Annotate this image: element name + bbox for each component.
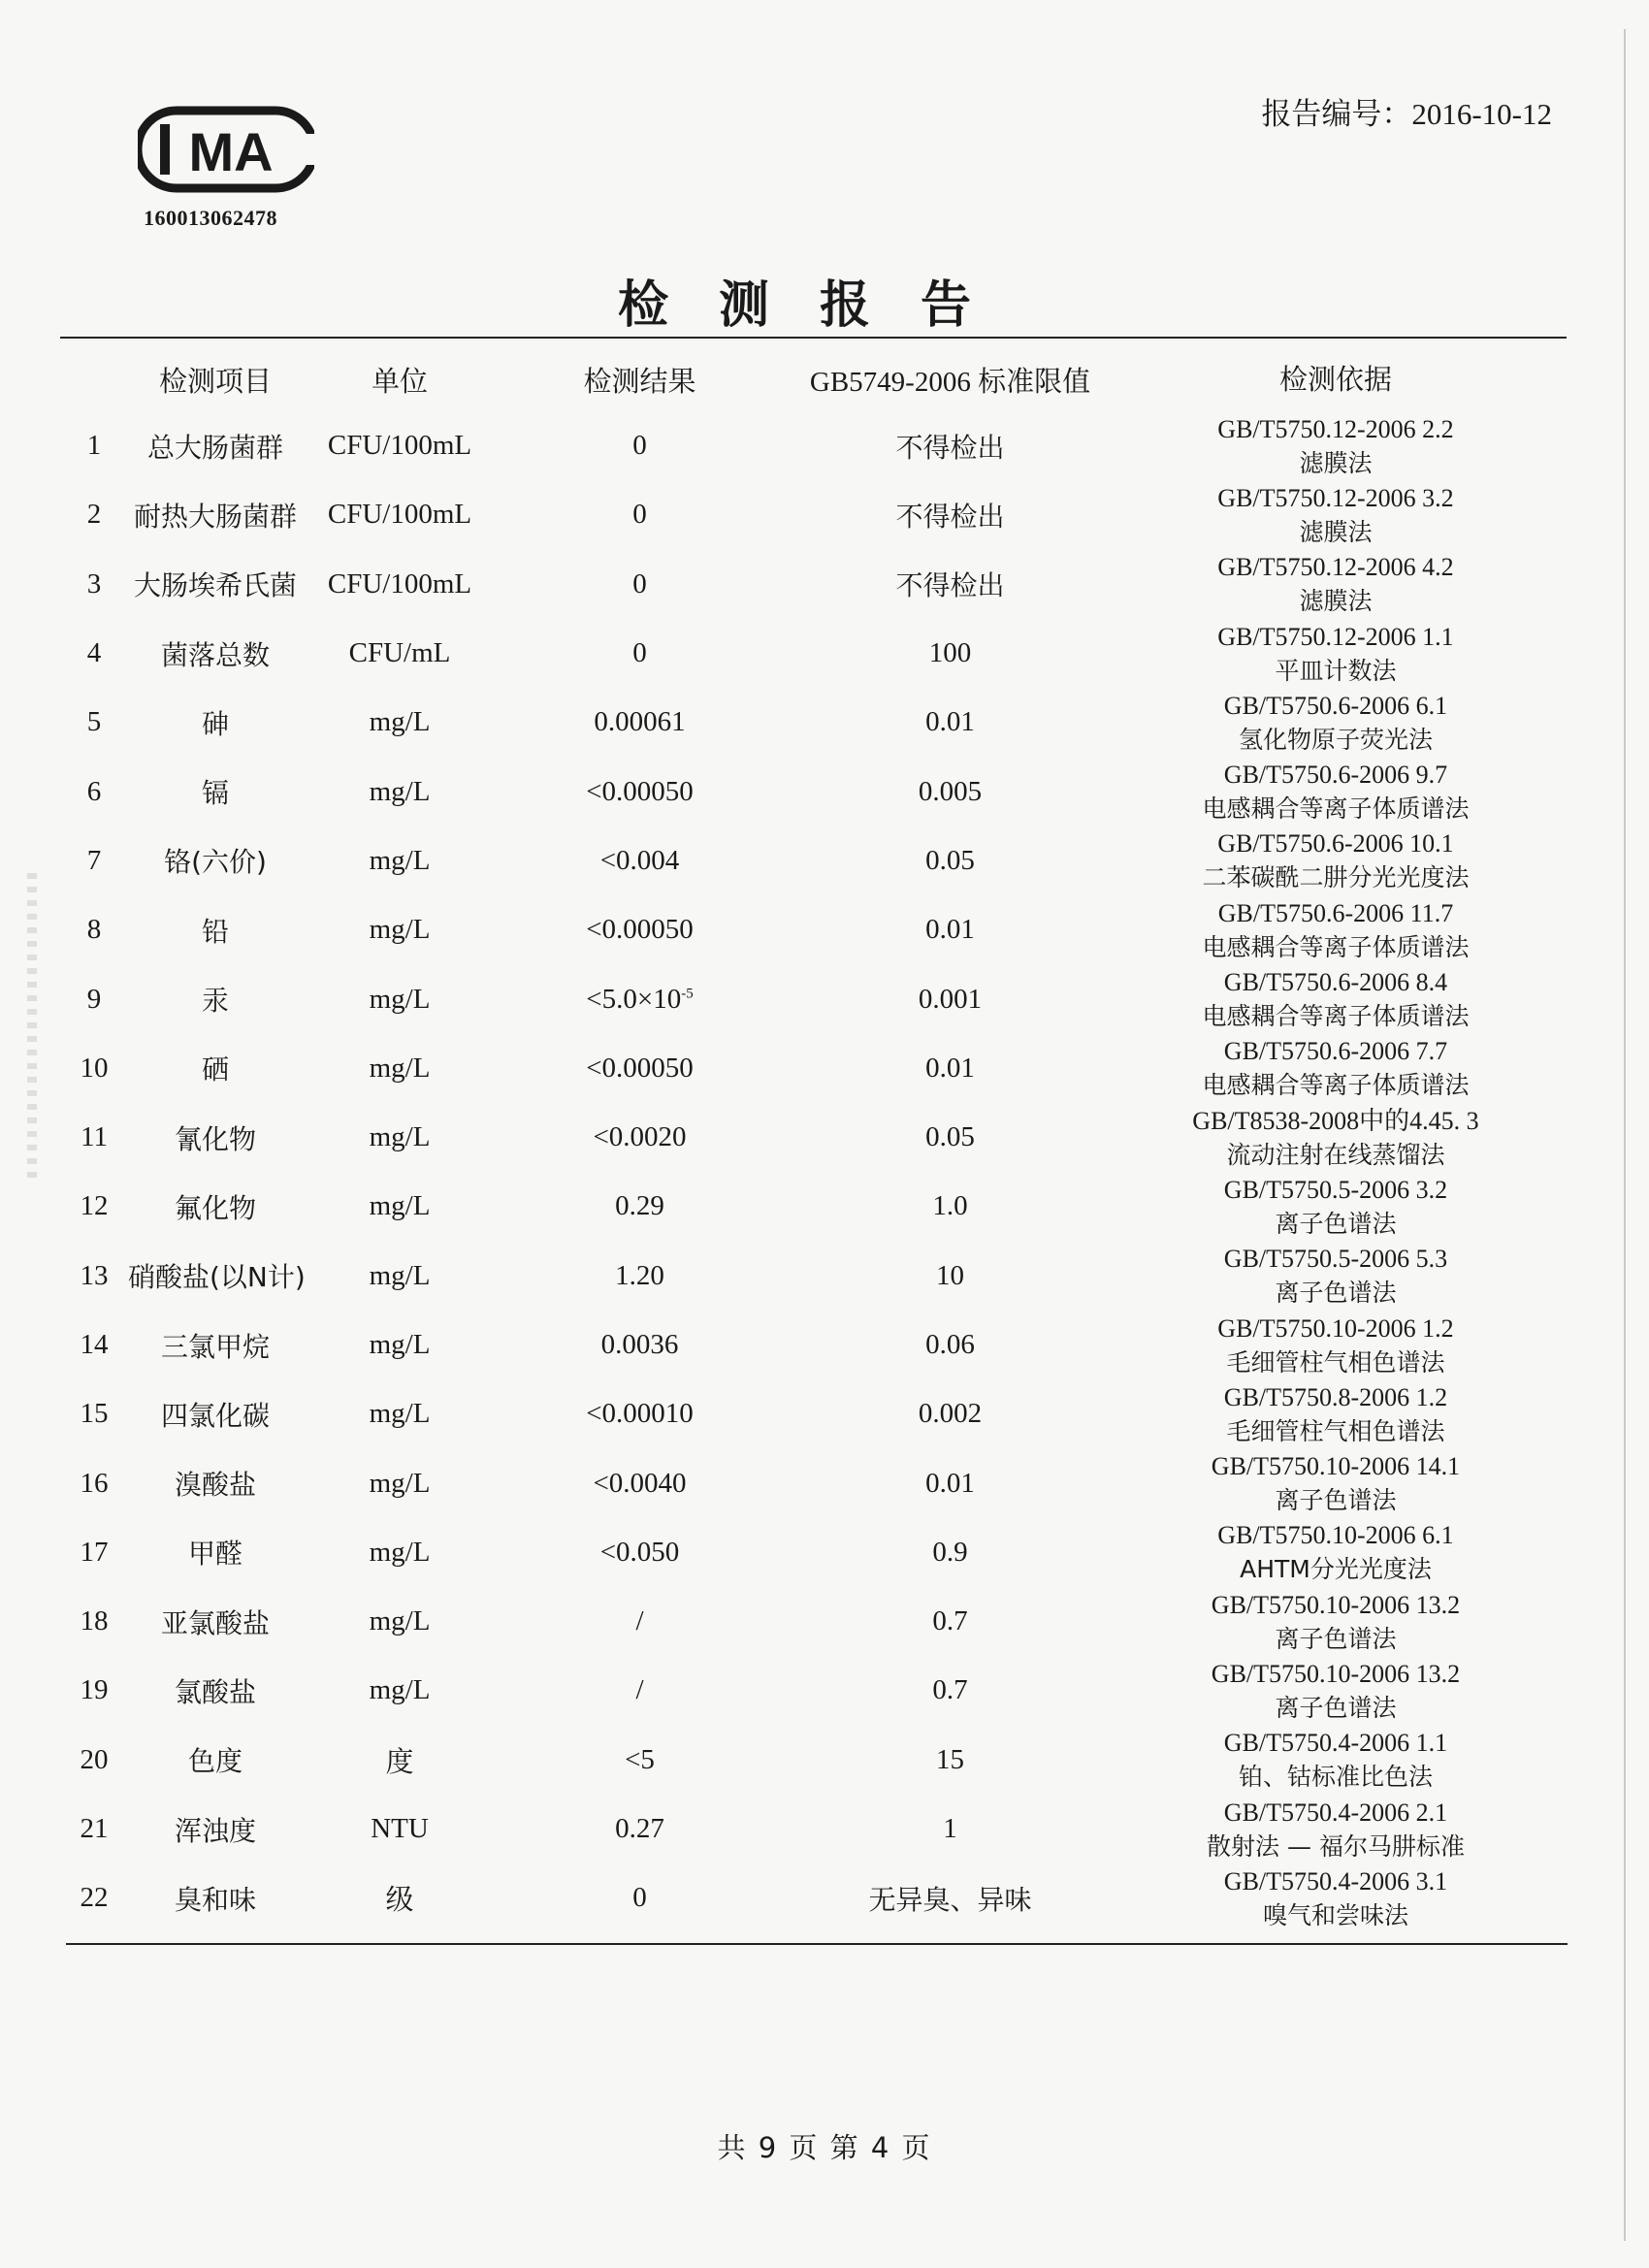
row-basis-method: 电感耦合等离子体质谱法 <box>1202 1002 1470 1031</box>
row-number: 8 <box>86 914 102 946</box>
row-basis-method: 电感耦合等离子体质谱法 <box>1202 932 1470 961</box>
table-row <box>60 1103 1567 1172</box>
row-item: 砷 <box>201 707 229 740</box>
row-limit: 0.002 <box>918 1398 983 1430</box>
row-item: 亚氯酸盐 <box>160 1606 270 1639</box>
row-result-value: <5 <box>625 1743 655 1775</box>
table-row <box>60 757 1567 826</box>
row-result-value: <0.050 <box>599 1536 680 1568</box>
table-header <box>60 347 1567 411</box>
row-number: 7 <box>86 844 102 876</box>
row-basis-standard: GB/T5750.6-2006 11.7 <box>1217 898 1454 927</box>
table-row <box>60 1863 1567 1932</box>
row-result-value: <0.00050 <box>586 775 694 807</box>
row-basis-method: 离子色谱法 <box>1275 1693 1397 1722</box>
row-item: 大肠埃希氏菌 <box>133 569 297 602</box>
row-number: 22 <box>80 1882 109 1914</box>
header-result: 检测结果 <box>583 364 696 398</box>
row-limit: 0.001 <box>918 983 983 1015</box>
row-limit: 1.0 <box>932 1190 968 1222</box>
row-basis <box>1117 1796 1554 1863</box>
row-item: 菌落总数 <box>160 638 270 671</box>
row-result-value: 0.0036 <box>600 1329 679 1360</box>
row-basis <box>1117 965 1554 1033</box>
table-row <box>60 964 1567 1033</box>
row-basis-standard: GB/T5750.8-2006 1.2 <box>1223 1382 1448 1411</box>
row-unit: CFU/100mL <box>327 499 472 531</box>
row-limit: 0.01 <box>925 1467 975 1499</box>
row-basis <box>1117 481 1554 549</box>
row-basis <box>1117 1034 1554 1102</box>
row-item: 三氯甲烷 <box>160 1330 270 1363</box>
row-limit: 0.05 <box>925 844 975 876</box>
row-item: 硒 <box>201 1053 229 1086</box>
row-result-value: 0 <box>632 1882 647 1914</box>
row-limit: 无异臭、异味 <box>868 1883 1032 1916</box>
row-result-value: 1.20 <box>615 1259 664 1291</box>
row-limit: 1 <box>943 1813 957 1845</box>
row-basis-method: 滤膜法 <box>1299 587 1373 616</box>
row-basis <box>1117 1242 1554 1310</box>
row-basis-method: 离子色谱法 <box>1275 1486 1397 1515</box>
table-row <box>60 411 1567 480</box>
row-unit: CFU/100mL <box>327 430 472 462</box>
row-unit: mg/L <box>369 1329 431 1360</box>
row-limit: 不得检出 <box>895 500 1005 533</box>
row-item: 铅 <box>201 915 229 948</box>
row-basis-standard: GB/T5750.4-2006 3.1 <box>1223 1866 1448 1895</box>
row-result <box>497 1190 783 1222</box>
row-basis-method: 滤膜法 <box>1299 517 1373 546</box>
row-unit: mg/L <box>369 1052 431 1084</box>
row-basis-standard: GB/T5750.10-2006 13.2 <box>1211 1590 1461 1619</box>
row-item: 溴酸盐 <box>174 1469 256 1502</box>
row-item: 浑浊度 <box>174 1814 256 1847</box>
table-row <box>60 1656 1567 1725</box>
row-basis <box>1117 412 1554 480</box>
row-item: 氟化物 <box>174 1191 256 1224</box>
row-unit: mg/L <box>369 1190 431 1222</box>
row-unit: mg/L <box>369 1536 431 1568</box>
header-item: 检测项目 <box>158 364 272 398</box>
row-result <box>497 845 783 877</box>
row-basis-standard: GB/T5750.4-2006 1.1 <box>1223 1729 1448 1758</box>
row-basis-method: 电感耦合等离子体质谱法 <box>1202 794 1470 824</box>
row-basis <box>1117 550 1554 618</box>
results-table <box>60 347 1567 1933</box>
row-basis-method: 铂、钴标准比色法 <box>1238 1763 1433 1792</box>
row-basis <box>1117 1449 1554 1517</box>
table-row <box>60 1448 1567 1517</box>
row-result-value: 0.00061 <box>594 706 686 738</box>
row-unit: CFU/mL <box>348 637 451 669</box>
row-basis <box>1117 1588 1554 1656</box>
row-result <box>497 1882 783 1914</box>
report-number: 报告编号：2016-10-12 <box>1261 97 1552 131</box>
row-basis-standard: GB/T5750.6-2006 9.7 <box>1223 761 1448 790</box>
row-result-value: 0.27 <box>615 1813 664 1845</box>
row-number: 14 <box>80 1329 109 1360</box>
row-result <box>497 1537 783 1569</box>
row-unit: mg/L <box>369 706 431 738</box>
row-basis-standard: GB/T5750.10-2006 13.2 <box>1211 1659 1461 1688</box>
row-basis <box>1117 1518 1554 1586</box>
row-number: 6 <box>86 775 102 807</box>
row-basis-method: 离子色谱法 <box>1275 1624 1397 1653</box>
row-result <box>497 914 783 946</box>
row-result-value: 0 <box>632 637 647 669</box>
row-basis-standard: GB/T5750.12-2006 1.1 <box>1217 622 1454 651</box>
row-basis-method: 二苯碳酰二肼分光光度法 <box>1202 863 1470 892</box>
row-limit: 0.01 <box>925 914 975 946</box>
row-basis-standard: GB/T5750.6-2006 10.1 <box>1217 829 1454 859</box>
row-item: 总大肠菌群 <box>146 431 283 464</box>
row-basis-method: 滤膜法 <box>1299 448 1373 477</box>
row-basis-standard: GB/T5750.10-2006 14.1 <box>1211 1452 1461 1481</box>
row-unit: 度 <box>385 1746 414 1778</box>
row-limit: 0.005 <box>918 775 983 807</box>
row-item: 色度 <box>187 1745 242 1778</box>
row-basis-method: 离子色谱法 <box>1275 1279 1397 1308</box>
row-basis <box>1117 1726 1554 1794</box>
row-basis-method: 平皿计数法 <box>1275 656 1397 685</box>
table-row <box>60 1242 1567 1311</box>
row-result <box>497 499 783 531</box>
table-row <box>60 1726 1567 1795</box>
row-basis <box>1117 1173 1554 1241</box>
row-limit: 不得检出 <box>895 431 1005 464</box>
row-result-value: 0.29 <box>615 1190 664 1222</box>
row-limit: 0.7 <box>932 1674 968 1706</box>
row-basis <box>1117 1657 1554 1725</box>
row-unit: mg/L <box>369 1605 431 1637</box>
row-result-value: 0 <box>632 499 647 531</box>
scan-binding-marks <box>27 873 37 1183</box>
row-basis-standard: GB/T5750.6-2006 7.7 <box>1223 1037 1448 1066</box>
row-basis-standard: GB/T5750.12-2006 2.2 <box>1217 414 1454 443</box>
scan-edge <box>1624 29 1626 2241</box>
table-row <box>60 826 1567 895</box>
row-result-value: <0.0020 <box>593 1121 687 1153</box>
header-limit: GB5749-2006 标准限值 <box>809 366 1091 398</box>
row-basis <box>1117 620 1554 688</box>
cert-number: 160013062478 <box>144 206 277 230</box>
table-row <box>60 1795 1567 1863</box>
row-basis-standard: GB/T5750.5-2006 5.3 <box>1223 1245 1448 1274</box>
row-result-value: / <box>635 1674 644 1706</box>
row-limit: 0.06 <box>925 1329 975 1360</box>
table-row <box>60 480 1567 549</box>
row-basis-method: AHTM分光光度法 <box>1240 1555 1432 1584</box>
row-basis-standard: GB/T5750.12-2006 3.2 <box>1217 483 1454 512</box>
row-result <box>497 1468 783 1500</box>
row-unit: mg/L <box>369 1121 431 1153</box>
row-basis-standard: GB/T5750.6-2006 8.4 <box>1223 968 1448 997</box>
page-number: 共 9 页 第 4 页 <box>717 2131 932 2164</box>
row-result <box>497 706 783 738</box>
row-unit: mg/L <box>369 1674 431 1706</box>
row-result <box>497 1329 783 1361</box>
row-number: 10 <box>80 1052 109 1084</box>
row-result <box>497 1674 783 1706</box>
row-result <box>497 1260 783 1292</box>
row-unit: mg/L <box>369 1398 431 1430</box>
table-bottom-rule <box>66 1943 1568 1945</box>
row-result-value: <0.0040 <box>593 1467 687 1499</box>
row-number: 13 <box>80 1259 109 1291</box>
row-item: 铬(六价) <box>164 846 267 879</box>
table-row <box>60 1379 1567 1448</box>
header-basis: 检测依据 <box>1278 362 1392 396</box>
table-row <box>60 1034 1567 1103</box>
header-unit: 单位 <box>371 364 428 398</box>
page-title: 检测报告 <box>617 275 1021 335</box>
row-basis <box>1117 1380 1554 1448</box>
row-unit: mg/L <box>369 844 431 876</box>
row-limit: 0.01 <box>925 1052 975 1084</box>
row-result-value: 0 <box>632 430 647 462</box>
row-result-value: <0.00050 <box>586 1052 694 1084</box>
row-unit: mg/L <box>369 983 431 1015</box>
row-basis <box>1117 1312 1554 1379</box>
row-item: 耐热大肠菌群 <box>133 500 297 533</box>
row-basis-standard: GB/T5750.5-2006 3.2 <box>1223 1175 1448 1204</box>
row-basis-method: 毛细管柱气相色谱法 <box>1226 1347 1445 1377</box>
row-unit: mg/L <box>369 1467 431 1499</box>
table-row <box>60 1587 1567 1656</box>
row-basis <box>1117 826 1554 894</box>
row-item: 氯酸盐 <box>174 1675 256 1708</box>
row-basis-method: 氢化物原子荧光法 <box>1238 725 1433 754</box>
row-item: 汞 <box>201 985 229 1018</box>
row-result <box>497 430 783 462</box>
row-unit: mg/L <box>369 775 431 807</box>
row-result-value: <0.00050 <box>586 914 694 946</box>
table-row <box>60 1172 1567 1241</box>
row-result-value: <5.0×10 <box>586 983 682 1015</box>
row-basis-method: 毛细管柱气相色谱法 <box>1226 1416 1445 1445</box>
table-row <box>60 1311 1567 1379</box>
row-number: 15 <box>80 1398 109 1430</box>
row-item: 甲醛 <box>187 1538 242 1571</box>
cma-logo <box>138 105 314 194</box>
row-number: 5 <box>86 706 102 738</box>
row-unit: 级 <box>385 1885 414 1917</box>
row-limit: 不得检出 <box>895 569 1005 602</box>
row-item: 臭和味 <box>174 1883 256 1916</box>
row-result <box>497 776 783 808</box>
row-limit: 0.7 <box>932 1605 968 1637</box>
row-number: 21 <box>80 1813 109 1845</box>
table-top-rule <box>60 337 1567 339</box>
row-basis-standard: GB/T8538-2008中的4.45. 3 <box>1192 1106 1479 1135</box>
row-result-value: <0.00010 <box>586 1398 694 1430</box>
row-result <box>497 1744 783 1776</box>
table-row <box>60 895 1567 964</box>
row-result-value: 0 <box>632 567 647 599</box>
row-basis <box>1117 1864 1554 1932</box>
row-number: 18 <box>80 1605 109 1637</box>
row-basis-method: 流动注射在线蒸馏法 <box>1226 1140 1445 1169</box>
row-number: 12 <box>80 1190 109 1222</box>
row-basis <box>1117 758 1554 826</box>
row-result-value: / <box>635 1605 644 1637</box>
row-item: 硝酸盐(以N计) <box>128 1261 306 1294</box>
row-basis-standard: GB/T5750.12-2006 4.2 <box>1217 553 1454 582</box>
row-result <box>497 568 783 600</box>
row-number: 16 <box>80 1467 109 1499</box>
row-result <box>497 1053 783 1085</box>
row-result <box>497 1121 783 1153</box>
row-number: 9 <box>86 983 102 1015</box>
row-result-exponent: -5 <box>681 985 694 1001</box>
row-basis-standard: GB/T5750.10-2006 1.2 <box>1217 1313 1454 1343</box>
row-number: 2 <box>86 499 102 531</box>
row-basis-method: 嗅气和尝味法 <box>1262 1900 1408 1929</box>
row-unit: NTU <box>371 1813 429 1845</box>
row-unit: mg/L <box>369 1259 431 1291</box>
row-item: 镉 <box>201 777 229 810</box>
row-basis <box>1117 1104 1554 1172</box>
logo-text: MA <box>188 121 274 182</box>
table-row <box>60 619 1567 688</box>
row-number: 17 <box>80 1536 109 1568</box>
row-result <box>497 984 783 1016</box>
table-row <box>60 688 1567 757</box>
row-number: 1 <box>86 430 102 462</box>
row-result <box>497 1813 783 1845</box>
table-row <box>60 550 1567 619</box>
row-limit: 0.05 <box>925 1121 975 1153</box>
row-basis-method: 离子色谱法 <box>1275 1209 1397 1238</box>
row-unit: mg/L <box>369 914 431 946</box>
table-body <box>60 411 1567 1933</box>
row-limit: 0.01 <box>925 706 975 738</box>
row-number: 19 <box>80 1674 109 1706</box>
row-basis-method: 电感耦合等离子体质谱法 <box>1202 1071 1470 1100</box>
row-basis <box>1117 689 1554 757</box>
row-limit: 100 <box>928 637 972 669</box>
row-number: 11 <box>81 1121 108 1153</box>
row-basis-standard: GB/T5750.4-2006 2.1 <box>1223 1798 1448 1827</box>
row-number: 3 <box>86 567 102 599</box>
row-number: 4 <box>86 637 102 669</box>
row-item: 四氯化碳 <box>160 1399 270 1432</box>
row-basis-standard: GB/T5750.6-2006 6.1 <box>1223 691 1448 720</box>
row-basis-standard: GB/T5750.10-2006 6.1 <box>1217 1521 1454 1550</box>
row-result <box>497 1398 783 1430</box>
row-limit: 10 <box>936 1259 964 1291</box>
table-row <box>60 1518 1567 1587</box>
row-number: 20 <box>80 1743 109 1775</box>
row-item: 氰化物 <box>174 1122 256 1155</box>
row-basis <box>1117 896 1554 964</box>
row-result <box>497 1605 783 1637</box>
row-basis-method: 散射法 — 福尔马肼标准 <box>1207 1831 1465 1861</box>
row-unit: CFU/100mL <box>327 567 472 599</box>
row-limit: 15 <box>936 1743 964 1775</box>
row-result-value: <0.004 <box>599 844 680 876</box>
row-result <box>497 637 783 669</box>
row-limit: 0.9 <box>932 1536 968 1568</box>
